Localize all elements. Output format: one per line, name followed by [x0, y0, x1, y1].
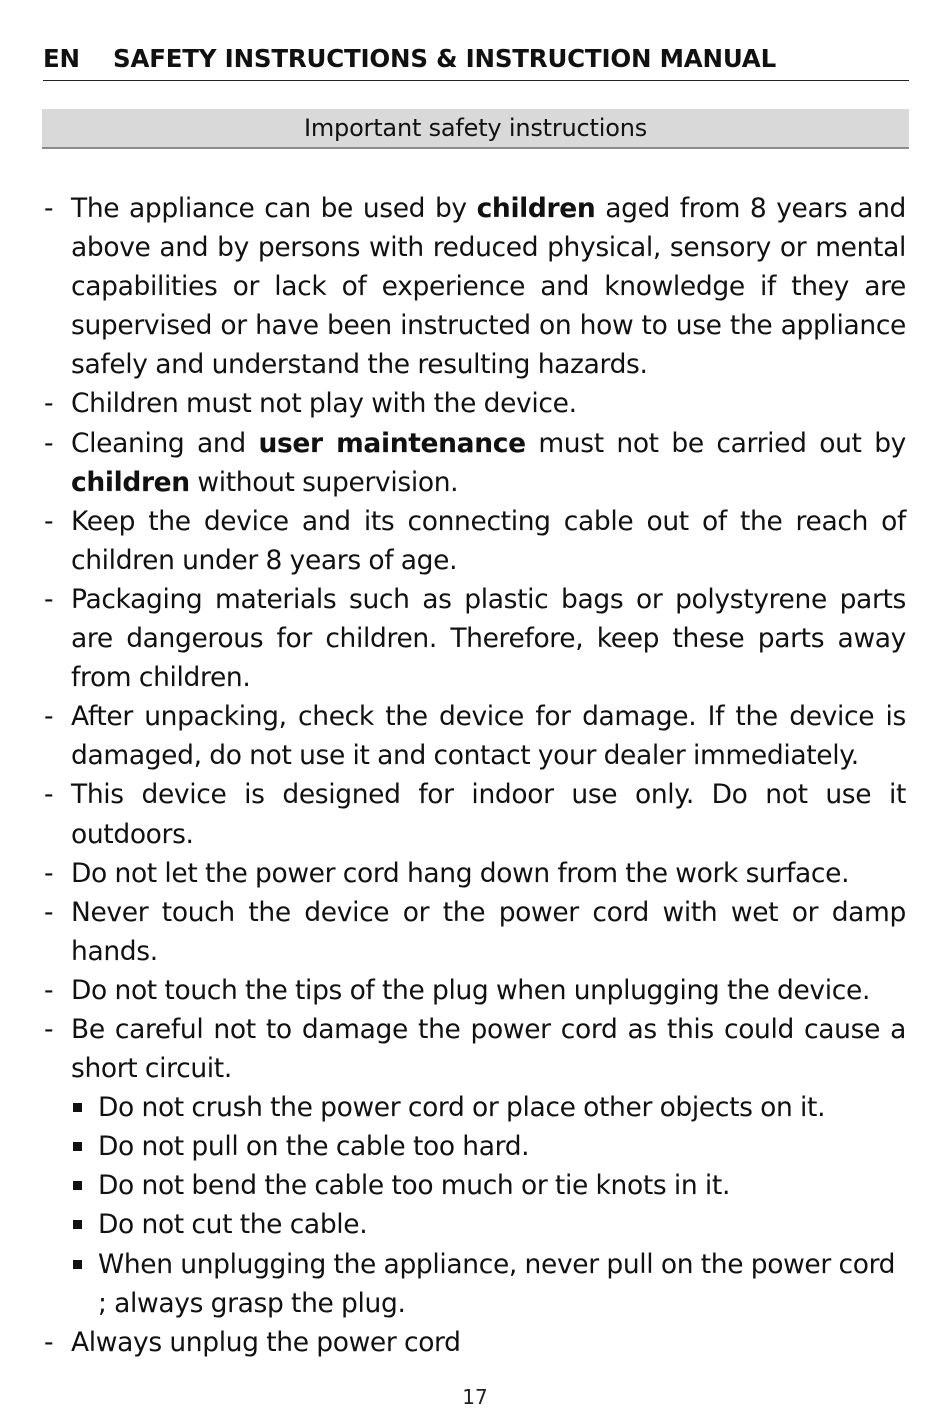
- item-text: Never touch the device or the power cord with wet or damp hands.: [71, 896, 906, 967]
- item-bold-text: children: [476, 193, 596, 224]
- square-bullet-icon: [73, 1181, 82, 1190]
- sub-item-text: When unplugging the appliance, never pull on the power cord ; always grasp the plug.: [98, 1248, 896, 1319]
- sub-list-item: [44, 1127, 906, 1166]
- list-item: [44, 775, 906, 853]
- list-item: [44, 1010, 906, 1088]
- item-text: Be careful not to damage the power cord as this could cause a short circuit.: [71, 1013, 906, 1085]
- list-dash: -: [44, 427, 54, 459]
- list-dash: -: [44, 857, 54, 889]
- sub-list-item: [44, 1205, 906, 1244]
- sub-list-item: [44, 1088, 906, 1127]
- sub-item-text: Do not crush the power cord or place other objects on it.: [98, 1092, 826, 1124]
- item-text: The appliance can be used by: [71, 193, 477, 224]
- list-dash: -: [44, 193, 54, 224]
- item-bold-text: user maintenance: [258, 427, 526, 459]
- square-bullet-icon: [73, 1260, 82, 1269]
- list-item: [44, 893, 906, 971]
- sub-item-text: Do not pull on the cable too hard.: [98, 1131, 530, 1163]
- section-heading: Important safety instructions: [42, 109, 909, 149]
- list-dash: -: [44, 505, 54, 537]
- language-code: EN: [43, 44, 80, 73]
- item-text: Children must not play with the device.: [71, 388, 577, 420]
- sub-item-text: Do not cut the cable.: [98, 1209, 368, 1241]
- list-dash: -: [44, 1013, 54, 1045]
- list-dash: -: [44, 974, 54, 1006]
- item-text: Do not let the power cord hang down from the work surface.: [71, 857, 850, 889]
- page-header: [43, 44, 909, 81]
- square-bullet-icon: [73, 1103, 82, 1112]
- square-bullet-icon: [73, 1142, 82, 1151]
- list-item: [44, 854, 906, 893]
- page-number: 17: [462, 1385, 488, 1409]
- list-item: [44, 1323, 906, 1362]
- sub-item-text: Do not bend the cable too much or tie knots in it.: [98, 1170, 731, 1202]
- safety-instructions-list: [44, 189, 906, 1362]
- item-text: Always unplug the power cord: [71, 1326, 461, 1358]
- list-item: [44, 189, 906, 384]
- item-text: Cleaning and: [71, 427, 259, 459]
- item-text: After unpacking, check the device for damage. If the device is damaged, do not use it and contact your dealer immediately.: [71, 701, 906, 772]
- square-bullet-icon: [73, 1220, 82, 1229]
- list-item: [44, 580, 906, 697]
- list-item: [44, 697, 906, 775]
- list-item: [44, 502, 906, 580]
- item-text: This device is designed for indoor use only. Do not use it outdoors.: [71, 779, 906, 850]
- item-text: aged from 8 years and above and by persons with reduced physical, sensory or mental capabilities or lack of experience and knowledge if they are supervised or have been instructed on how to use the appliance safely and understand the resulting hazards.: [71, 193, 907, 381]
- list-dash: -: [44, 701, 54, 733]
- sub-list-item: [44, 1166, 906, 1205]
- item-text: Keep the device and its connecting cable out of the reach of children under 8 years of age.: [71, 505, 906, 576]
- list-dash: -: [44, 896, 54, 928]
- list-dash: -: [44, 779, 54, 811]
- list-dash: -: [44, 388, 54, 420]
- list-item: [44, 384, 906, 423]
- list-dash: -: [44, 1326, 54, 1358]
- sub-list-item: [44, 1245, 906, 1323]
- list-item: [44, 971, 906, 1010]
- header-title: SAFETY INSTRUCTIONS & INSTRUCTION MANUAL: [113, 44, 776, 73]
- item-text: must not be carried out by: [525, 427, 906, 459]
- item-text: Do not touch the tips of the plug when unplugging the device.: [71, 974, 871, 1006]
- list-dash: -: [44, 583, 54, 615]
- item-bold-text: children: [71, 466, 190, 498]
- list-item: [44, 424, 906, 502]
- item-text: without supervision.: [189, 466, 459, 498]
- item-text: Packaging materials such as plastic bags or polystyrene parts are dangerous for children. Therefore, keep these parts away from children.: [71, 583, 906, 694]
